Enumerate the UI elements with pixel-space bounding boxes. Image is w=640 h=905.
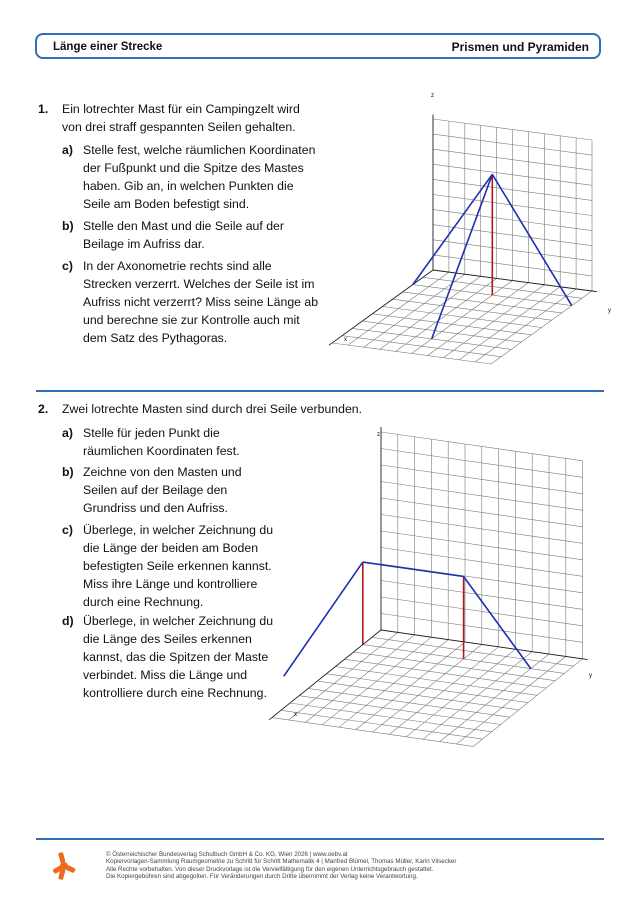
task-number: 2. xyxy=(38,402,49,416)
floor-grid-line xyxy=(326,674,528,703)
floor-grid-line xyxy=(457,656,566,744)
text-line: und berechne sie zur Kontrolle auch mit xyxy=(83,313,300,327)
footer-line: Alle Rechte vorbehalten. Von dieser Druckvorlage ist die Vervielfältigung für den eigenen Unterrichtsgebrauch gestattet. xyxy=(106,865,434,873)
floor-grid-line xyxy=(406,649,515,737)
text-line: Seilen auf der Beilage den xyxy=(83,483,228,497)
part-label: c) xyxy=(62,523,73,537)
floor-grid-line xyxy=(299,696,501,725)
z-axis-label: z xyxy=(377,432,380,438)
floor-grid-line xyxy=(389,647,498,735)
footer-line: Die Kopiergebühren sind abgegolten. Für Veränderungen durch Dritte übernimmt der Verlag keine Verantwortung. xyxy=(106,873,418,881)
text-line: Stelle fest, welche räumlichen Koordinaten xyxy=(83,143,316,157)
text-line: Zeichne von den Masten und xyxy=(83,465,242,479)
oebv-asterisk-logo-icon xyxy=(52,852,76,880)
text-line: Beilage im Aufriss dar. xyxy=(83,237,205,251)
text-line: Zwei lotrechte Masten sind durch drei Seile verbunden. xyxy=(62,402,363,416)
part-label: a) xyxy=(62,143,73,157)
floor-grid-line xyxy=(308,688,510,717)
text-line: haben. Gib an, in welchen Punkten die xyxy=(83,179,294,193)
floor-grid-line xyxy=(281,710,483,739)
text-line: kontrolliere durch eine Rechnung. xyxy=(83,686,267,700)
text-line: durch eine Rechnung. xyxy=(83,595,204,609)
footer-line: Kopiervorlagen-Sammlung Raumgeometrie zu Schritt für Schritt Mathematik 4 | Manfred Blümel, Thomas Müller, Karin Vilsecker xyxy=(106,858,457,866)
text-line: Miss ihre Länge und kontrolliere xyxy=(83,577,258,591)
floor-grid-line xyxy=(423,652,532,740)
figure-marks xyxy=(284,562,531,676)
footer-line: © Österreichischer Bundesverlag Schulbuch GmbH & Co. KG, Wien 2026 | www.oebv.at xyxy=(106,851,348,858)
part-label: b) xyxy=(62,219,74,233)
text-line: die Länge des Seiles erkennen xyxy=(83,632,252,646)
text-line: die Länge der beiden am Boden xyxy=(83,541,259,555)
text-line: Überlege, in welcher Zeichnung du xyxy=(83,614,274,628)
coordinate-grid xyxy=(269,427,588,746)
text-line: dem Satz des Pythagoras. xyxy=(83,331,228,345)
text-line: In der Axonometrie rechts sind alle xyxy=(83,259,272,273)
y-axis-line xyxy=(381,630,588,660)
footer-divider xyxy=(36,838,604,840)
text-line: Stelle den Mast und die Seile auf der xyxy=(83,219,284,233)
header-title-left: Länge einer Strecke xyxy=(53,41,163,53)
part-label: b) xyxy=(62,465,74,479)
floor-grid-line xyxy=(317,681,519,710)
x-axis-label: x xyxy=(344,337,347,343)
y-axis-label: y xyxy=(608,308,611,314)
text-line: kannst, das die Spitzen der Maste xyxy=(83,650,269,664)
floor-grid-line xyxy=(290,703,492,732)
floor-grid-line xyxy=(272,718,474,747)
text-line: von drei straff gespannten Seilen gehalten. xyxy=(62,120,296,134)
header-title-right: Prismen und Pyramiden xyxy=(451,40,589,54)
floor-grid-line xyxy=(473,659,582,747)
text-line: Strecken verzerrt. Welches der Seile ist im xyxy=(83,277,315,291)
text-line: Stelle für jeden Punkt die xyxy=(83,426,220,440)
text-line: Ein lotrechter Mast für ein Campingzelt wird xyxy=(62,102,300,116)
text-line: räumlichen Koordinaten fest. xyxy=(83,444,240,458)
x-axis-label: x xyxy=(294,712,297,718)
text-line: Grundriss und den Aufriss. xyxy=(83,501,228,515)
footer-text xyxy=(106,851,456,881)
z-axis-label: z xyxy=(431,93,434,99)
task-number: 1. xyxy=(38,102,49,116)
text-line: Seile am Boden befestigt sind. xyxy=(83,197,250,211)
floor-grid-line xyxy=(440,654,549,742)
text-line: Überlege, in welcher Zeichnung du xyxy=(83,523,274,537)
part-label: a) xyxy=(62,426,73,440)
text-line: der Fußpunkt und die Spitze des Mastes xyxy=(83,161,304,175)
y-axis-label: y xyxy=(589,673,592,679)
text-line: befestigten Seile erkennen kannst. xyxy=(83,559,272,573)
text-line: Aufriss nicht verzerrt? Miss seine Länge ab xyxy=(83,295,319,309)
rope-line xyxy=(284,562,363,676)
part-label: d) xyxy=(62,614,74,628)
part-label: c) xyxy=(62,259,73,273)
rope-line xyxy=(464,577,531,669)
text-line: verbindet. Miss die Länge und xyxy=(83,668,248,682)
